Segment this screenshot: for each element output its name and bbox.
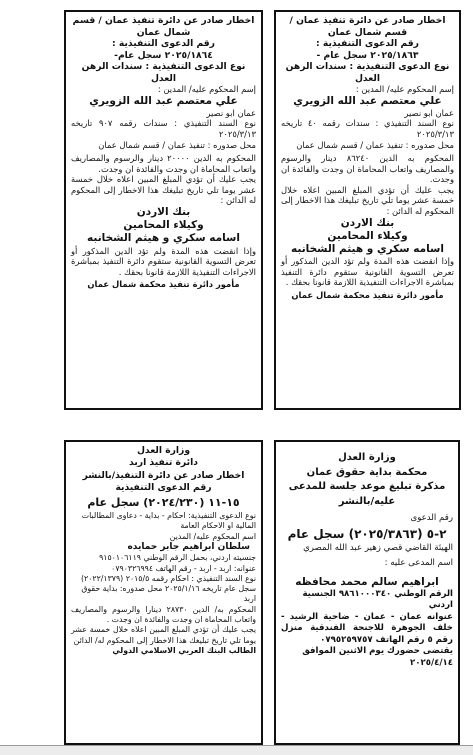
judicial-panel: الهيئة القاضي قصي زهير عبد الله المصري xyxy=(303,542,453,553)
payment-notice: يجب عليك أن تؤدي المبلغ المبين اعلاه خلال خمسة عشر يوما تلي تاريخ تبليغك هذا الاخطار إلى المحكوم له/ الدائن xyxy=(71,625,256,645)
national-id: الرقم الوطني ٩٨٦١٠٠٠٣٤٠ الجنسية اردني xyxy=(302,588,453,611)
debtor-label: إسم المحكوم عليه/ المدين : xyxy=(355,84,454,94)
defendant-label: اسم المدعى عليه : xyxy=(384,558,453,569)
case-label: رقم الدعوى التنفيذية : xyxy=(112,38,215,49)
warning-text: وإذا انقضت هذه المدة ولم تؤد الدين المذكور أو تعرض التسوية القانونية ستقوم دائرة التنفيذ بمباشرة الاجراءات التنفيذية اللازمة قانونا بحقك . xyxy=(71,245,256,277)
defendant-address: عنوانه عمان - عمان - ضاحية الرشيد - خلف الجوهرة للاجنحة الفندقية منزل رقم ٥ رقم الهاتف ٠٧٩٥٢٥٩٧٥٧ xyxy=(281,611,453,645)
signature: مأمور دائرة تنفيذ محكمة شمال عمان xyxy=(87,279,240,290)
attorneys-names: اسامه سكري و هيثم الشخانبه xyxy=(291,243,444,256)
issuer: محل صدوره : تنفيذ عمان / قسم شمال عمان xyxy=(296,139,454,150)
debtor-label: اسم المحكوم عليه/ المدين xyxy=(169,531,256,541)
issuer: محل صدوره : تنفيذ عمان / قسم شمال عمان xyxy=(98,139,256,150)
payment-notice: يجب عليك أن تؤدي المبلغ المبين اعلاه خلال خمسة عشر يوما تلي تاريخ تبليغك هذا الاخطار إلى المحكوم له الدائن : xyxy=(71,174,256,206)
case-number: ٢٠٢٥/١٨٦٤ سجل عام- xyxy=(114,49,213,61)
notice-title: اخطار صادر عن دائرة التنفيذ/بالنشر xyxy=(82,469,245,481)
document-type: نوع السند التنفيذي : احكام رقمه ٢٠١٥/٥ (٢٠٢٢/١٣٧٩) xyxy=(80,573,256,583)
case-number: ٢٠٢٥/١٨٦٣ سجل عام - xyxy=(316,49,419,61)
document-type: نوع السند التنفيذي : سندات رقمه ٤٠ تاريخه ٢٠٢٥/٣/١٣ xyxy=(281,118,454,139)
signature: مأمور دائرة تنفيذ محكمة شمال عمان xyxy=(291,289,444,300)
debtor-nationality: جنسيته اردني، بحمل الرقم الوطني ٩١٥٠١٠٦١١٩ xyxy=(99,553,256,563)
debtor-name: علي معتصم عبد الله الزويري xyxy=(89,94,238,107)
judgment-amount: المحكوم به الدين ٨٦٢٤٠ دينار والرسوم والمصاريف واتعاب المحاماة ان وجدت والفائدة ان وجدت. xyxy=(281,153,454,185)
notice-title: مذكرة تبليغ موعد جلسة للمدعى عليه/بالنشر xyxy=(288,481,446,507)
attorneys-label: وكيلاء المحامين xyxy=(123,219,204,232)
notice-title: اخطار صادر عن دائرة تنفيذ عمان / قسم شمال عمان xyxy=(72,15,255,38)
case-type: نوع الدعوى التنفيذية : سندات الرهن العدل xyxy=(285,61,450,84)
department-name: دائرة تنفيذ اربد xyxy=(129,457,198,469)
case-number: ١٥-١١ (٢٠٢٤/٢٣٠) سجل عام xyxy=(87,495,240,509)
attorneys-names: اسامه سكري و هيثم الشخانبه xyxy=(87,232,240,245)
creditor-name: بنك الاردن xyxy=(340,216,395,229)
judgment-amount: المحكوم به الدين ٢٠٠٠٠ دينار والرسوم والمصاريف واتعاب المحاماة ان وجدت والفائدة ان وجدت. xyxy=(71,153,256,174)
case-label: رقم الدعوى التنفيذية : xyxy=(316,38,419,49)
creditor-name: بنك الاردن xyxy=(136,206,191,218)
debtor-name: علي معتصم عبد الله الزويري xyxy=(293,94,442,107)
warning-text: وإذا انقضت هذه المدة ولم تؤد الدين المذكور أو تعرض التسوية القانونية ستقوم دائرة التنفيذ بمباشرة الاجراءات التنفيذية اللازمة قانونا بحقك . xyxy=(281,256,454,288)
creditor-name: الطالب البنك العربي الاسلامي الدولي xyxy=(112,645,256,655)
payment-notice: يجب عليك أن تؤدي المبلغ المبين اعلاه خلال خمسة عشر يوما تلي تاريخ تبليغك هذا الاخطار إلى المحكوم له الدائن : xyxy=(281,184,454,216)
notice-execution-1864 xyxy=(64,10,263,410)
notice-title: اخطار صادر عن دائرة تنفيذ عمان / قسم شمال عمان xyxy=(289,15,446,38)
debtor-name: سلطان ابراهيم جابر حمايده xyxy=(127,542,250,553)
notice-execution-1863 xyxy=(274,10,461,410)
notice-hearing-summons xyxy=(274,440,460,745)
court-name: محكمة بداية حقوق عمان xyxy=(306,466,428,478)
notice-execution-irbid xyxy=(64,440,263,745)
document-type: نوع السند التنفيذي : سندات رقمه ٩٠٧ تاريخه ٢٠٢٥/٣/١٣ xyxy=(71,118,256,139)
case-number: ٢-٥ (٢٠٢٥/٣٨٦٣) سجل عام xyxy=(287,526,447,541)
case-label: رقم الدعوى xyxy=(410,513,453,523)
defendant-name: ابراهيم سالم محمد محافظه xyxy=(295,575,439,588)
case-label: رقم الدعوى التنفيذية xyxy=(115,482,212,494)
debtor-address: عنوانه: اربد - اربد - رقم الهاتف ٠٧٩٠٣٢٦٩٩٤ xyxy=(111,563,256,573)
debtor-address: عمان ابو نصير xyxy=(404,107,454,118)
registry-info: سجل عام تاريخه ٢٠٢٥/١/١٦ محل صدوره: بداية حقوق اربد xyxy=(81,584,256,604)
attorneys-label: وكيلاء المحامين xyxy=(327,229,408,242)
page-bottom-edge xyxy=(0,745,473,755)
debtor-address: عمان ابو نصير xyxy=(206,107,256,118)
hearing-date: يقتضى حضورك يوم الاثنين الموافق ٢٠٢٥/٤/١٤ xyxy=(302,646,453,668)
case-type: نوع الدعوى التنفيذية: احكام - بداية - دعاوى المطالبات المالية او الاحكام العامة xyxy=(81,511,256,531)
debtor-label: إسم المحكوم عليه/ المدين : xyxy=(157,84,256,94)
ministry-name: وزارة العدل xyxy=(338,452,396,463)
judgment-amount: المحكوم به/ الدين ٢٨٧٣٠ دينارا والرسوم والمصاريف واتعاب المحاماة ان وجدت والفائدة ان وجدت . xyxy=(71,604,256,625)
ministry-name: وزارة العدل xyxy=(136,445,191,456)
case-type: نوع الدعوى التنفيذية : سندات الرهن العدل xyxy=(81,61,246,84)
